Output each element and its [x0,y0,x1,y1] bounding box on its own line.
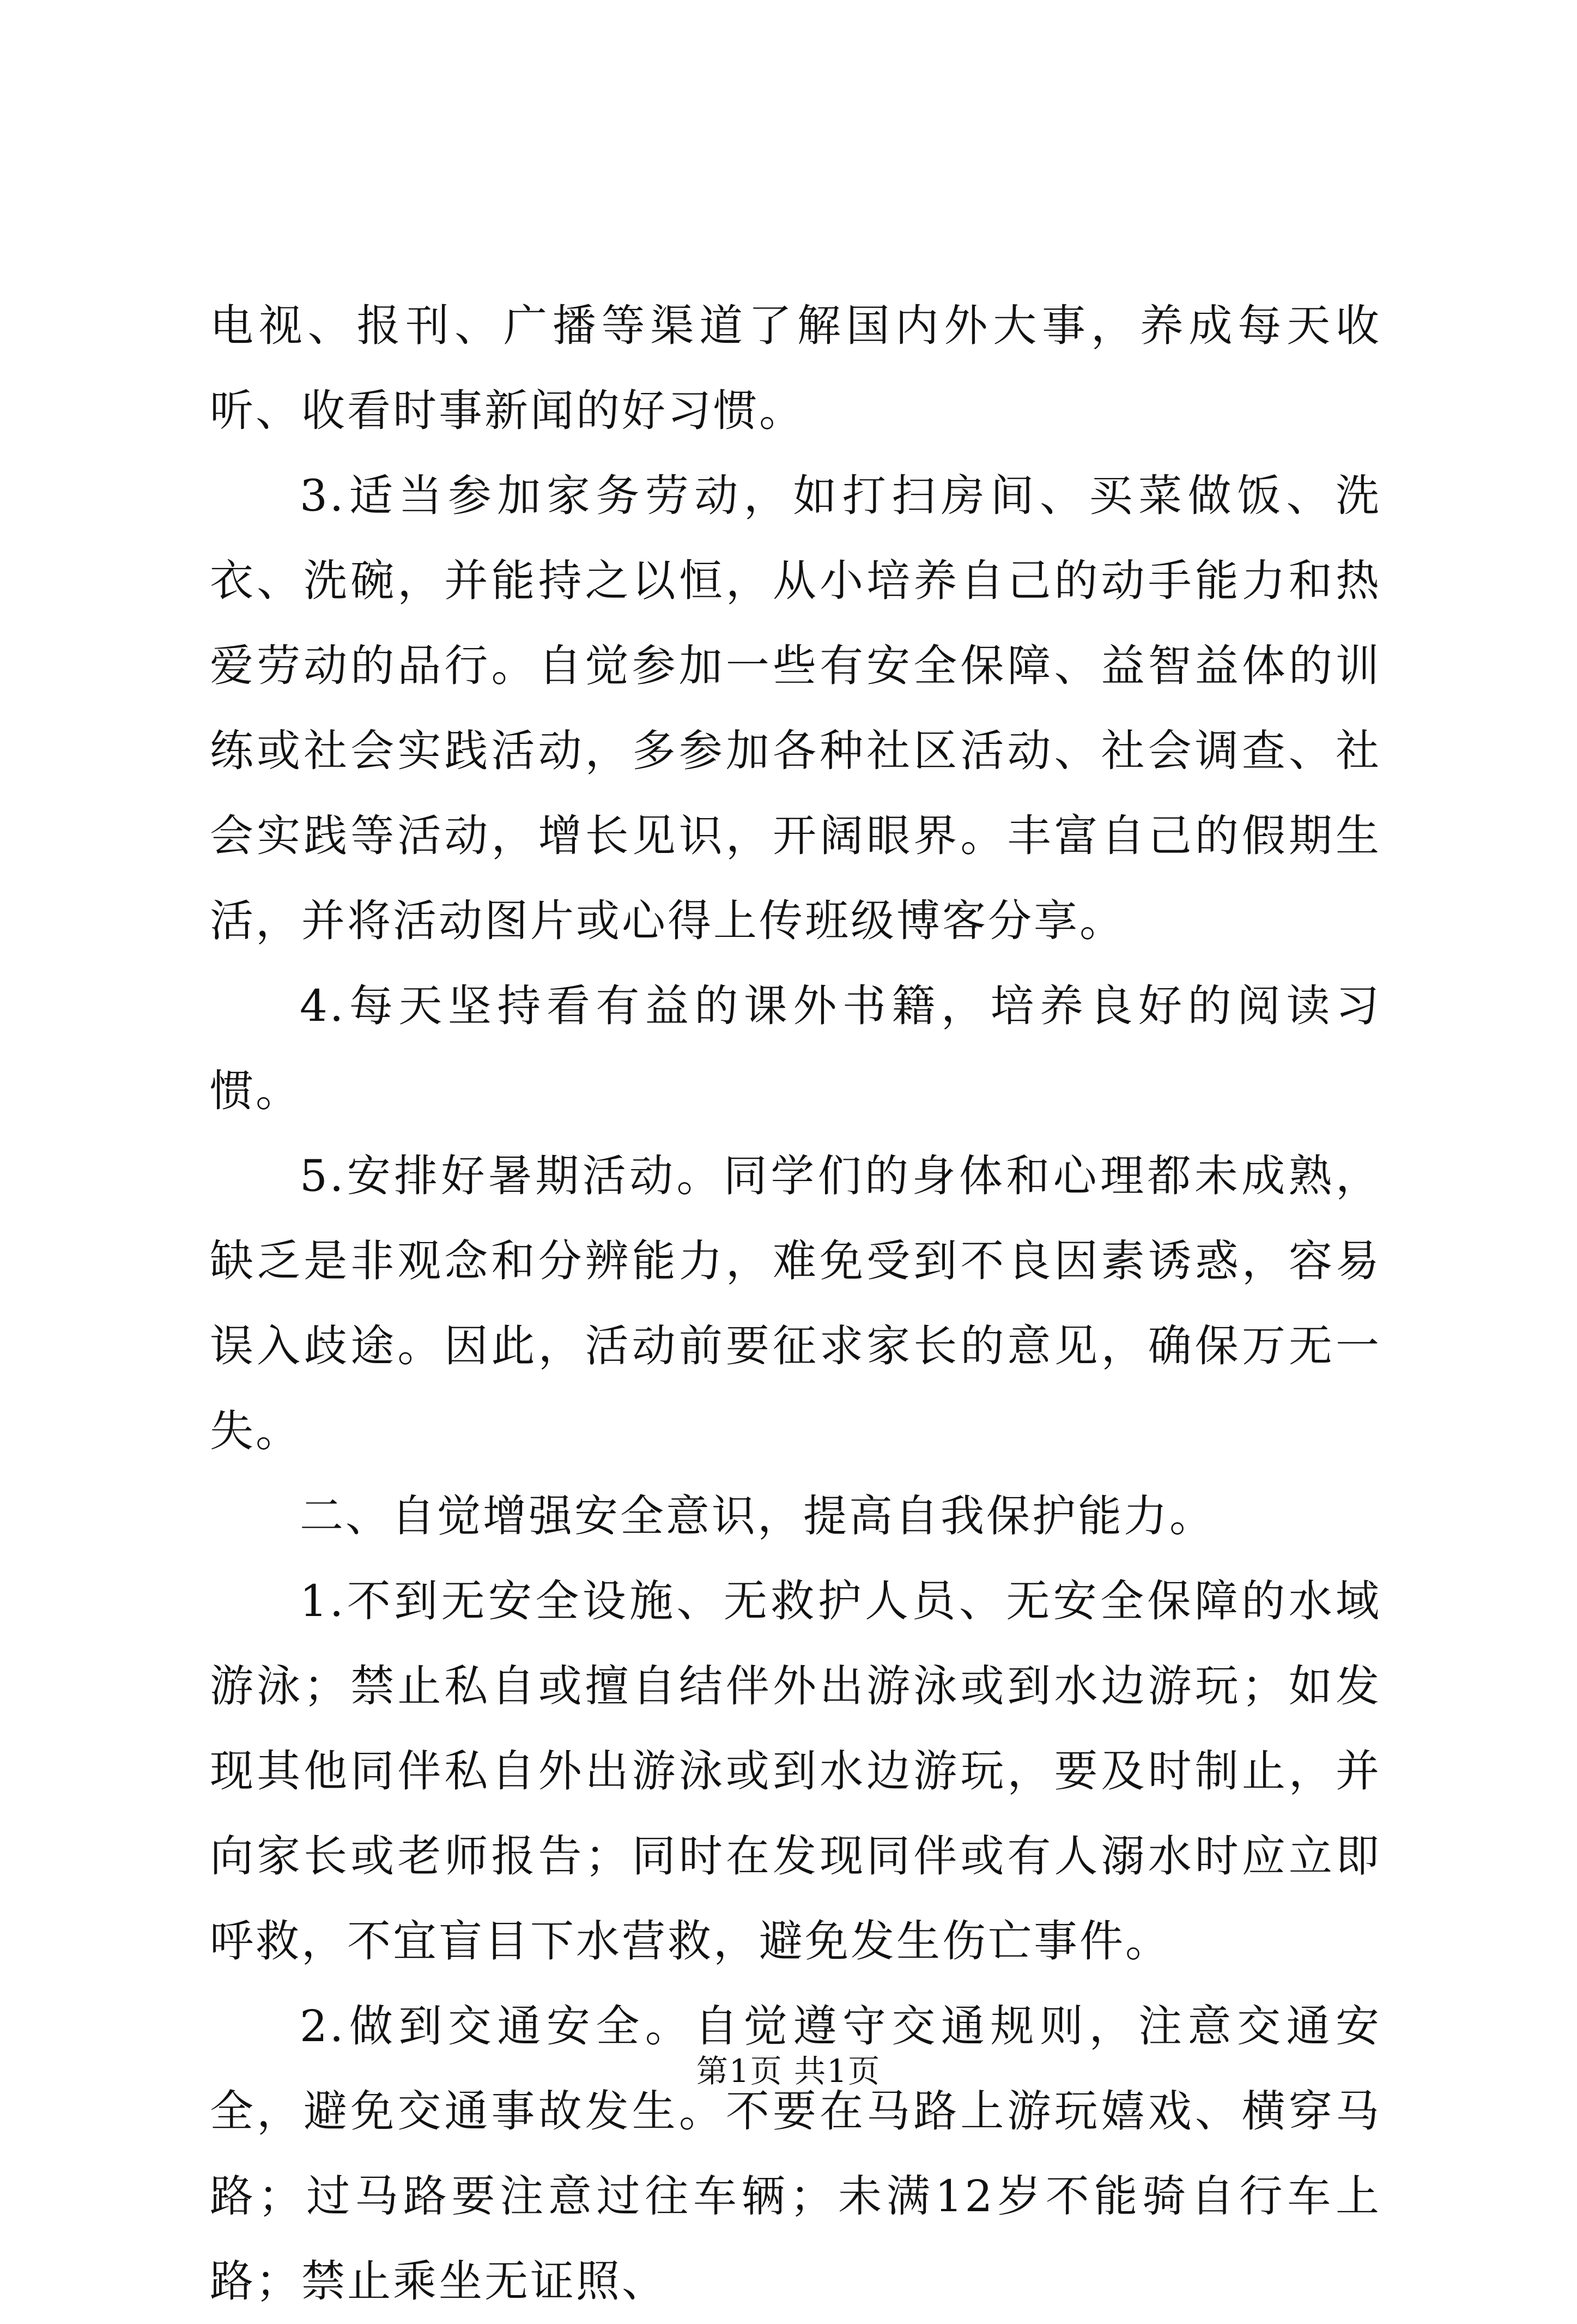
section-heading-2: 二、自觉增强安全意识，提高自我保护能力。 [300,1491,1215,1541]
paragraph-item-5: 5.安排好暑期活动。同学们的身体和心理都未成熟，缺乏是非观念和分辨能力，难免受到不良因素诱惑，容易误入歧途。因此，活动前要征求家长的意见，确保万无一失。 [210,1151,1381,1456]
paragraph-safety-2: 2.做到交通安全。自觉遵守交通规则，注意交通安全，避免交通事故发生。不要在马路上游玩嬉戏、横穿马路；过马路要注意过往车辆；未满12岁不能骑自行车上路；禁止乘坐无证照、 [210,2001,1381,2307]
paragraph-item-4: 4.每天坚持看有益的课外书籍，培养良好的阅读习惯。 [210,981,1381,1116]
page-footer: 第1页 共1页 [696,2053,881,2090]
paragraph-continuation: 电视、报刊、广播等渠道了解国内外大事，养成每天收听、收看时事新闻的好习惯。 [210,300,1381,436]
paragraph-item-3: 3.适当参加家务劳动，如打扫房间、买菜做饭、洗衣、洗碗，并能持之以恒，从小培养自己的动手能力和热爱劳动的品行。自觉参加一些有安全保障、益智益体的训练或社会实践活动，多参加各种社区活动、社会调查、社会实践等活动，增长见识，开阔眼界。丰富自己的假期生活，并将活动图片或心得上传班级博客分享。 [210,470,1381,946]
paragraph-safety-1: 1.不到无安全设施、无救护人员、无安全保障的水域游泳；禁止私自或擅自结伴外出游泳或到水边游玩；如发现其他同伴私自外出游泳或到水边游玩，要及时制止，并向家长或老师报告；同时在发现同伴或有人溺水时应立即呼救，不宜盲目下水营救，避免发生伤亡事件。 [210,1576,1381,1966]
document-body [210,283,1381,2324]
